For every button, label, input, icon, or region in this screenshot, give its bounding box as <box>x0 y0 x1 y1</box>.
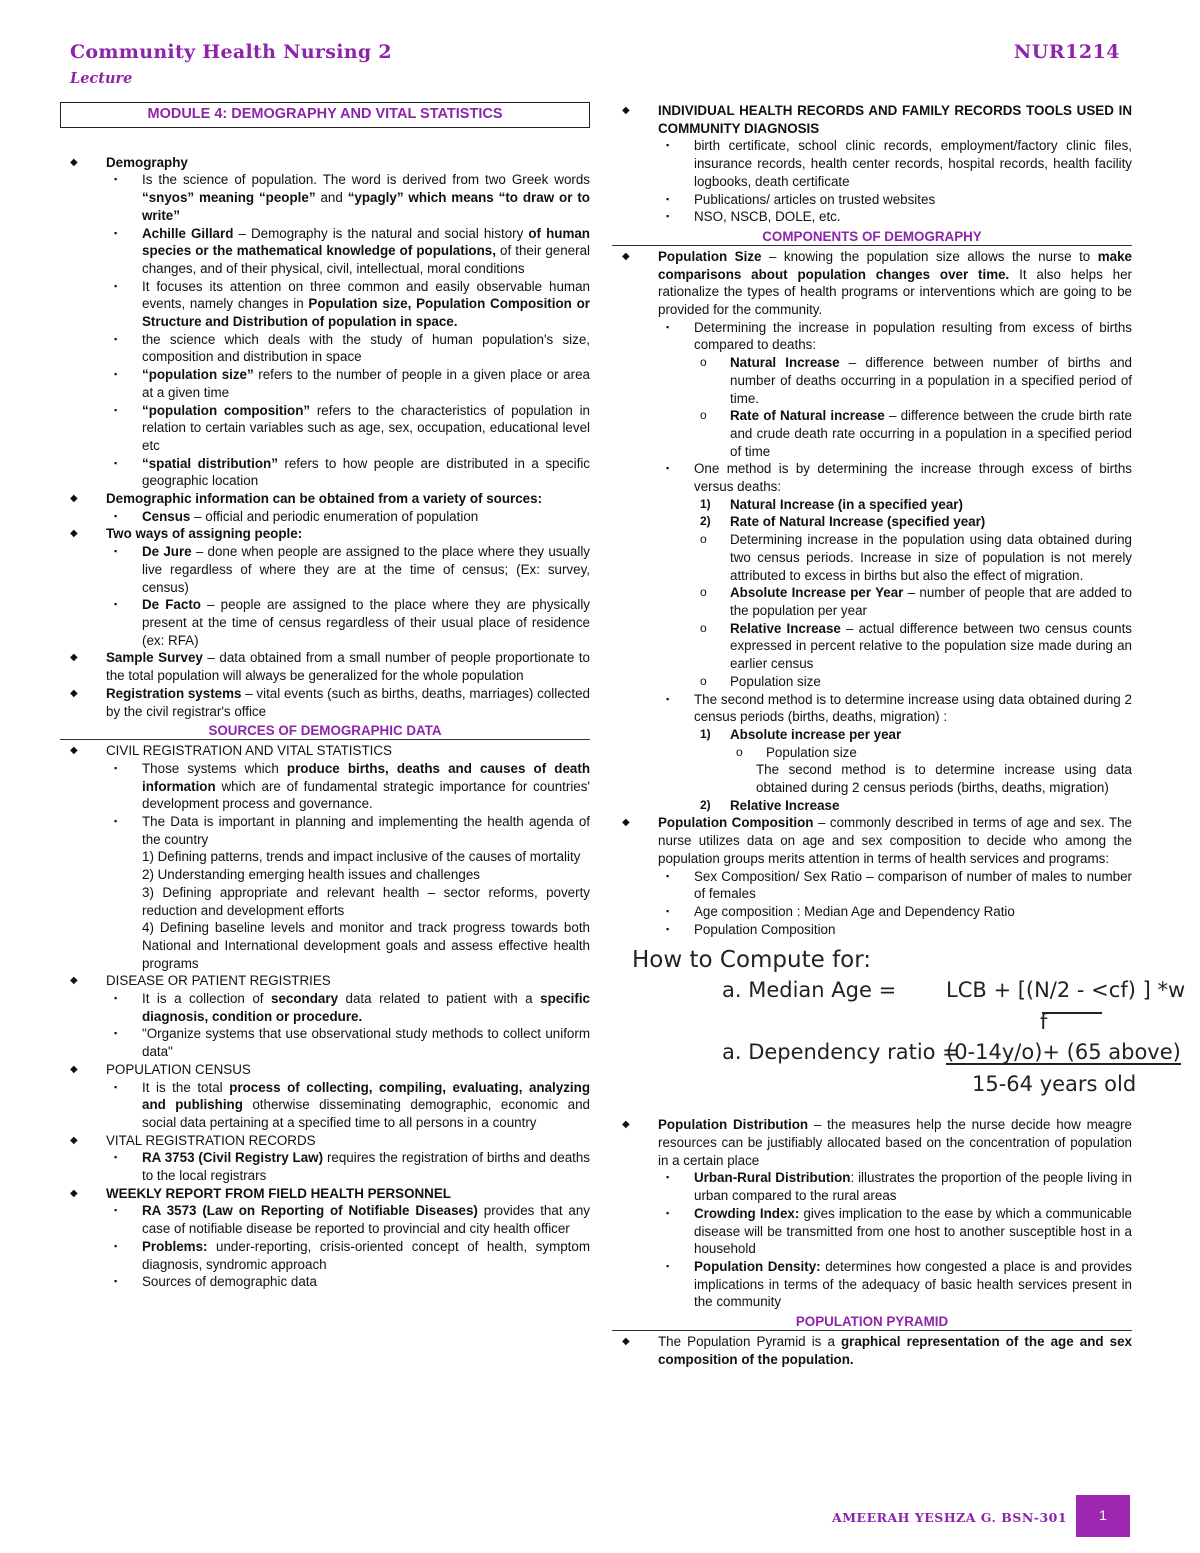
list-item: ▪ “spatial distribution” refers to how people are distributed in a specific geographic location <box>114 455 590 489</box>
list-item: ▪ Census – official and periodic enumeration of population <box>114 508 479 524</box>
list-item: ◆ Population Composition – commonly described in terms of age and sex. The nurse utilizes data on age and sex composition to decide who among the population groups merits attention in terms of health services and programs: <box>622 815 1132 866</box>
header-subtitle: Lecture <box>70 70 133 87</box>
list-item: ▪ One method is by determining the increase through excess of births versus deaths: <box>666 461 1132 495</box>
list-item: ▪ the science which deals with the study of human population's size, composition and distribution in space <box>114 331 590 365</box>
list-item: ◆ INDIVIDUAL HEALTH RECORDS AND FAMILY RECORDS TOOLS USED IN COMMUNITY DIAGNOSIS <box>622 103 1132 136</box>
list-item: 1) Absolute increase per year <box>700 726 902 742</box>
list-item: ▪ It is the total process of collecting, compiling, evaluating, analyzing and publishing otherwise disseminating demographic, economic and social data pertaining at a specified time to all persons in a country <box>114 1079 590 1130</box>
list-item: ◆ Demography <box>70 154 188 170</box>
list-item: o Relative Increase – actual difference between two census counts expressed in percent relative to the population size made during an earlier census <box>700 620 1132 672</box>
section-heading-pyramid: POPULATION PYRAMID <box>612 1313 1132 1331</box>
formula-figure <box>612 947 1186 1102</box>
dependency-ratio-denominator: 15-64 years old <box>972 1072 1137 1097</box>
list-item: The second method is to determine increase using data obtained during 2 census periods (births, deaths, migration) <box>756 762 1132 796</box>
module-title: MODULE 4: DEMOGRAPHY AND VITAL STATISTICS <box>60 102 590 128</box>
list-item: ◆ POPULATION CENSUS <box>70 1061 251 1077</box>
list-item: ▪ Sources of demographic data <box>114 1274 317 1290</box>
list-item: ▪ It focuses its attention on three common and easily observable human events, namely changes in Population size, Population Composition or Structure and Distribution of population in space. <box>114 278 590 330</box>
list-item: ▪ RA 3753 (Civil Registry Law) requires the registration of births and deaths to the local registrars <box>114 1150 591 1184</box>
left-column <box>60 102 590 1291</box>
right-column <box>612 102 1186 1368</box>
list-item: ▪ De Jure – done when people are assigned to the place where they usually live regardless of where they are at the time of census; (Ex: survey, census) <box>114 544 591 595</box>
list-item: 2) Relative Increase <box>700 797 840 813</box>
list-item: ◆ CIVIL REGISTRATION AND VITAL STATISTICS <box>70 743 392 759</box>
header-title: Community Health Nursing 2 <box>70 41 392 63</box>
dependency-ratio-label: a. Dependency ratio = <box>722 1040 960 1065</box>
list-item: ◆ Registration systems – vital events (such as births, deaths, marriages) collected by the civil registrar's office <box>70 685 590 719</box>
list-item: o Population size <box>700 673 821 689</box>
list-item: ▪ Achille Gillard – Demography is the natural and social history of human species or the mathematical knowledge of populations, of their general changes, and of their physical, civil, intellectual, moral conditions <box>114 225 590 276</box>
page-number: 1 <box>1076 1495 1130 1537</box>
list-item: ◆ VITAL REGISTRATION RECORDS <box>70 1132 316 1148</box>
list-item: ▪ Determining the increase in population resulting from excess of births compared to deaths: <box>666 319 1132 353</box>
list-item: 4) Defining baseline levels and monitor and track progress towards both National and International development goals and assess effective health programs <box>142 920 590 971</box>
median-age-expression: LCB + [(N/2 - <cf) ] *w <box>946 978 1186 1003</box>
list-item: ◆ Demographic information can be obtained from a variety of sources: <box>70 491 543 507</box>
list-item: ◆ The Population Pyramid is a graphical representation of the age and sex composition of the population. <box>622 1334 1132 1367</box>
list-item: ▪ RA 3573 (Law on Reporting of Notifiable Diseases) provides that any case of notifiable disease be reported to provincial and city health officer <box>114 1203 590 1237</box>
list-item: ▪ Crowding Index: gives implication to the ease by which a communicable disease will be transmitted from one host to another susceptible host in a household <box>666 1205 1133 1257</box>
list-item: ◆ DISEASE OR PATIENT REGISTRIES <box>70 973 331 989</box>
list-item: 2) Rate of Natural Increase (specified year) <box>700 514 986 530</box>
list-item: ▪ NSO, NSCB, DOLE, etc. <box>666 209 841 225</box>
list-item: ◆ Sample Survey – data obtained from a small number of people proportionate to the total population will always be generalized for the whole population <box>70 650 590 684</box>
course-code: NUR1214 <box>1013 41 1120 63</box>
list-item: ▪ Population Density: determines how congested a place is and provides implications in terms of the adequacy of basic health services present in the community <box>666 1258 1133 1310</box>
section-heading-sources: SOURCES OF DEMOGRAPHIC DATA <box>60 722 590 740</box>
list-item: ▪ De Facto – people are assigned to the place where they are physically present at the time of census regardless of their usual place of residence (ex: RFA) <box>114 597 590 648</box>
list-item: ▪ Publications/ articles on trusted websites <box>666 191 936 207</box>
list-item: o Absolute Increase per Year – number of people that are added to the population per year <box>700 585 1132 618</box>
list-item: ▪ The Data is important in planning and implementing the health agenda of the country <box>114 814 590 847</box>
list-item: ▪ “population size” refers to the number of people in a given place or area at a given time <box>114 367 590 400</box>
median-age-denominator: f <box>1040 1010 1048 1035</box>
list-item: ▪ Sex Composition/ Sex Ratio – comparison of number of males to number of females <box>666 868 1132 902</box>
list-item: ◆ WEEKLY REPORT FROM FIELD HEALTH PERSONNEL <box>70 1185 451 1201</box>
list-item: ▪ Population Composition <box>666 921 836 937</box>
list-item: o Rate of Natural increase – difference between the crude birth rate and crude death rate occurring in a population in a specified period of time <box>700 408 1133 459</box>
list-item: o Population size <box>736 744 857 760</box>
median-age-label: a. Median Age = <box>722 978 897 1003</box>
list-item: ▪ Those systems which produce births, deaths and causes of death information which are of fundamental strategic importance for countries' development process and governance. <box>114 760 591 812</box>
list-item: ▪ “population composition” refers to the characteristics of population in relation to certain variables such as age, sex, occupation, educational level etc <box>114 402 590 453</box>
median-age-underline <box>1042 988 1102 1014</box>
list-item: 3) Defining appropriate and relevant health – sector reforms, poverty reduction and development efforts <box>142 884 590 918</box>
list-item: 1) Natural Increase (in a specified year) <box>700 496 963 512</box>
list-item: 1) Defining patterns, trends and impact inclusive of the causes of mortality <box>142 849 581 865</box>
list-item: ▪ Is the science of population. The word is derived from two Greek words “snyos” meaning “people” and “ypagly” which means “to draw or to write” <box>114 172 590 223</box>
list-item: ◆ Population Distribution – the measures help the nurse decide how meagre resources can be justifiably allocated based on the concentration of population in a certain place <box>622 1117 1132 1168</box>
list-item: ▪ Urban-Rural Distribution: illustrates the proportion of the people living in urban compared to the rural areas <box>666 1170 1132 1204</box>
list-item: o Natural Increase – difference between number of births and number of deaths occurring in a population in a specified period of time. <box>700 355 1132 406</box>
section-heading-components: COMPONENTS OF DEMOGRAPHY <box>612 228 1132 246</box>
list-item: ▪ Problems: under-reporting, crisis-oriented concept of health, symptom diagnosis, syndromic approach <box>114 1238 590 1272</box>
list-item: 2) Understanding emerging health issues and challenges <box>142 867 480 883</box>
list-item: ◆ Population Size – knowing the population size allows the nurse to make comparisons about population changes over time. It also helps her rationalize the types of health programs or interventions which are going to be provided for the community. <box>622 248 1132 318</box>
footer-author: AMEERAH YESHZA G. BSN-301 <box>832 1510 1068 1525</box>
list-item: o Determining increase in the population using data obtained during two census periods. Increase in size of population is not merely attributed to excess in births but also the effect of migration. <box>700 532 1132 583</box>
formula-title: How to Compute for: <box>632 947 872 974</box>
list-item: ◆ Two ways of assigning people: <box>70 526 303 542</box>
list-item: ▪ birth certificate, school clinic records, employment/factory clinic files, insurance records, health center records, hospital records, health facility logbooks, death certificate <box>666 138 1132 189</box>
list-item: ▪ It is a collection of secondary data related to patient with a specific diagnosis, condition or procedure. <box>114 991 591 1024</box>
list-item: ▪ The second method is to determine increase using data obtained during 2 census periods (births, deaths, migration) : <box>666 691 1132 725</box>
list-item: ▪ Age composition : Median Age and Dependency Ratio <box>666 903 1015 919</box>
list-item: ▪ "Organize systems that use observational study methods to collect uniform data" <box>114 1026 590 1060</box>
dependency-ratio-numerator: (0-14y/o)+ (65 above) <box>946 1040 1181 1065</box>
